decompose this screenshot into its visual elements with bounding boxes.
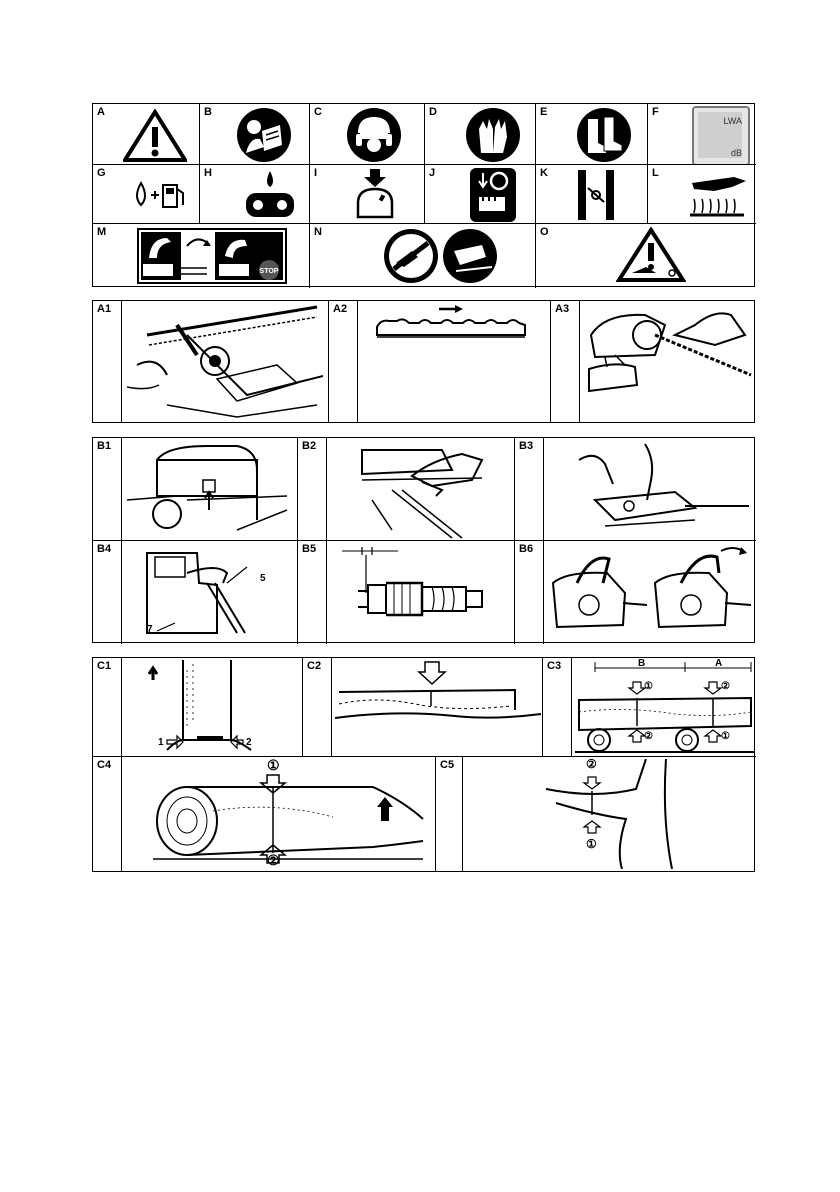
branch-cut-illustration [536, 759, 746, 869]
panel-label-c5: C5 [440, 759, 455, 771]
warning-triangle-icon [123, 109, 187, 163]
log-cut-from-top-illustration [335, 660, 541, 754]
panel-b2-divider [326, 438, 327, 541]
press-primer-bulb-icon [350, 167, 400, 223]
c5-circled-1: ① [586, 837, 597, 851]
panel-label-c1: C1 [97, 660, 112, 672]
c3-circled-2-top: ② [721, 681, 730, 692]
panel-a1 [93, 301, 329, 422]
chain-brake-icon [576, 168, 616, 222]
fuel-mix-icon [131, 175, 191, 215]
panel-label-b3: B3 [519, 440, 534, 452]
chain-oil-icon [240, 169, 300, 221]
symbol-cell-a [93, 104, 200, 165]
symbol-label-k: K [540, 167, 548, 179]
choke-lever-icon [469, 167, 517, 223]
panel-label-c3: C3 [547, 660, 562, 672]
chain-brake-test-illustration [547, 543, 753, 643]
symbol-cell-l [648, 165, 756, 224]
panel-label-b1: B1 [97, 440, 112, 452]
panel-b3-divider [543, 438, 544, 541]
panel-label-a1: A1 [97, 303, 112, 315]
symbol-label-c: C [314, 106, 322, 118]
panel-b1 [93, 438, 298, 541]
panel-a3 [551, 301, 756, 422]
read-manual-icon [236, 107, 292, 163]
panel-c3 [543, 658, 756, 757]
symbol-label-a: A [97, 106, 105, 118]
log-on-ground-cut-illustration [133, 761, 433, 869]
symbol-label-i: I [314, 167, 318, 179]
panel-label-b6: B6 [519, 543, 534, 555]
symbol-label-f: F [652, 106, 659, 118]
panel-label-b5: B5 [302, 543, 317, 555]
filter-cleaning-illustration [555, 440, 751, 540]
symbol-label-o: O [540, 226, 549, 238]
panel-b6-divider [543, 541, 544, 644]
panel-c1 [93, 658, 303, 757]
symbol-label-n: N [314, 226, 322, 238]
panel-b5-divider [326, 541, 327, 644]
spark-plug-gap-illustration [338, 543, 510, 643]
panel-c1-divider [121, 658, 122, 757]
panel-c4-divider [121, 757, 122, 871]
symbol-cell-m [93, 224, 310, 288]
c3-dim-a: A [715, 658, 723, 669]
chain-direction-illustration [373, 303, 533, 343]
chain-fitting-illustration [127, 305, 323, 419]
panel-label-a2: A2 [333, 303, 348, 315]
air-filter-removal-illustration [332, 440, 510, 540]
stop-sign-text: STOP [259, 268, 279, 275]
panel-b6 [515, 541, 756, 644]
symbol-label-m: M [97, 226, 107, 238]
air-filter-cover-illustration [127, 440, 295, 540]
c4-circled-2: ② [267, 852, 280, 868]
symbol-label-j: J [429, 167, 436, 179]
sound-power-level-icon [692, 106, 750, 165]
panel-c4 [93, 757, 436, 871]
panel-a2-divider [357, 301, 358, 422]
panel-c3-divider [571, 658, 572, 757]
symbol-label-l: L [652, 167, 659, 179]
gloves-icon [465, 107, 521, 163]
safety-boots-icon [576, 107, 632, 163]
callout-5: 5 [260, 573, 266, 584]
panel-c2 [303, 658, 543, 757]
c1-mark-2: 2 [246, 737, 252, 748]
symbol-cell-o [536, 224, 756, 288]
symbols-grid [92, 103, 755, 287]
symbol-cell-h [200, 165, 310, 224]
c3-circled-1-top: ① [644, 681, 653, 692]
symbol-cell-d [425, 104, 536, 165]
symbol-label-g: G [97, 167, 106, 179]
kickback-warning-icon [382, 227, 500, 285]
panel-a1-divider [121, 301, 122, 422]
symbol-label-b: B [204, 106, 212, 118]
section-b-grid [92, 437, 755, 643]
symbol-cell-k [536, 165, 648, 224]
panel-b1-divider [121, 438, 122, 541]
symbol-cell-j [425, 165, 536, 224]
panel-c2-divider [331, 658, 332, 757]
c3-dim-b: B [638, 658, 646, 669]
c4-circled-1: ① [267, 757, 280, 773]
panel-c5-divider [462, 757, 463, 871]
symbol-cell-g [93, 165, 200, 224]
hand-guard-brake-icon [137, 228, 287, 284]
symbol-cell-c [310, 104, 425, 165]
panel-c5 [436, 757, 756, 871]
symbol-label-e: E [540, 106, 548, 118]
panel-a3-divider [579, 301, 580, 422]
panel-label-b2: B2 [302, 440, 317, 452]
c3-circled-2-bottom: ② [644, 731, 653, 742]
sound-power-text-bottom: dB [730, 148, 742, 158]
panel-label-c4: C4 [97, 759, 112, 771]
tree-felling-illustration [127, 660, 299, 756]
symbol-cell-n [310, 224, 536, 288]
panel-label-c2: C2 [307, 660, 322, 672]
panel-b4-divider [121, 541, 122, 644]
hot-surface-icon [684, 169, 750, 221]
symbol-cell-i [310, 165, 425, 224]
panel-b5 [298, 541, 515, 644]
symbol-cell-b [200, 104, 310, 165]
kickback-triangle-warning-icon [616, 227, 686, 283]
symbol-cell-e [536, 104, 648, 165]
symbol-cell-f [648, 104, 756, 165]
sound-power-text-top: LWA [723, 116, 742, 126]
c3-circled-1-bottom: ① [721, 731, 730, 742]
panel-a2 [329, 301, 551, 422]
symbol-label-h: H [204, 167, 212, 179]
c5-circled-2: ② [586, 757, 597, 771]
panel-b2 [298, 438, 515, 541]
helmet-ear-eye-protection-icon [346, 107, 402, 163]
c1-mark-1: 1 [158, 737, 164, 748]
callout-7: 7 [147, 624, 153, 635]
panel-label-b4: B4 [97, 543, 112, 555]
symbol-label-d: D [429, 106, 437, 118]
chain-tension-check-illustration [585, 305, 753, 417]
panel-b4 [93, 541, 298, 644]
panel-b3 [515, 438, 756, 541]
panel-label-a3: A3 [555, 303, 570, 315]
section-a-grid [92, 300, 755, 423]
section-c-grid [92, 657, 755, 872]
